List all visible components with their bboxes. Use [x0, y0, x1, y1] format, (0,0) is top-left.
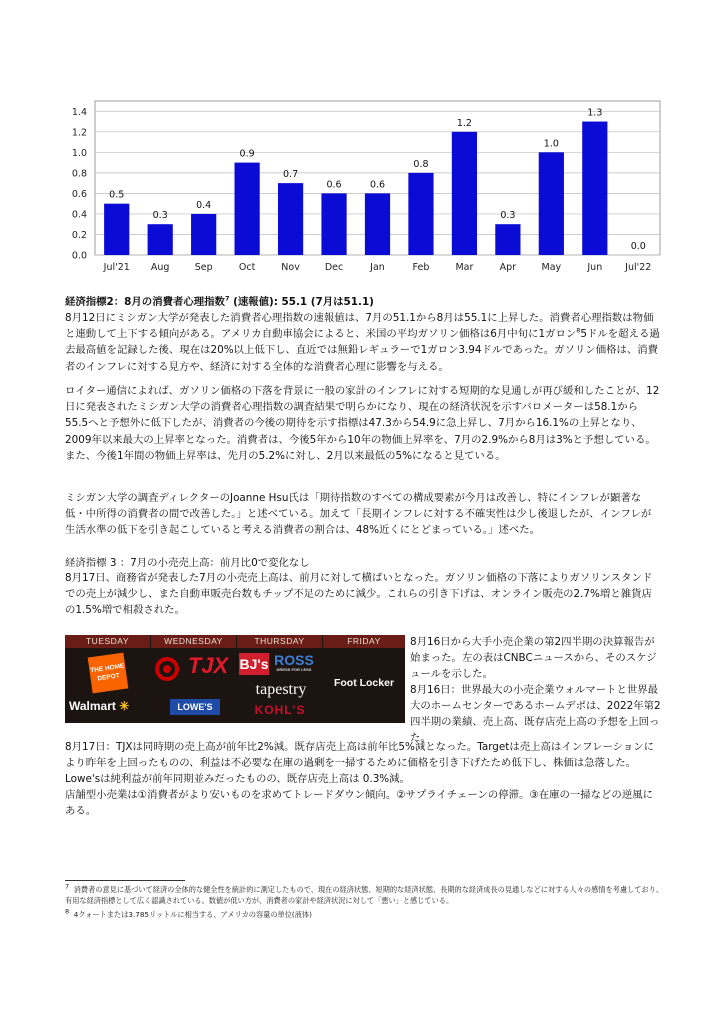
bar [104, 204, 129, 255]
bar-value-label: 0.6 [326, 179, 342, 191]
x-tick-label: Jul'21 [103, 262, 130, 273]
x-tick-label: Oct [238, 262, 256, 273]
section2-paragraph-1: 8月12日にミシガン大学が発表した消費者心理指数の速報値は、7月の51.1から8月は55.1に上昇した。消費者心理指数は物価と連動して上下する傾向がある。アメリカ自動車協会によると、米国の平均ガソリン価格は6月中旬に1ガロン$^8$5ドルを超える過去最高値を記録した後、現在は20%以上低下し、直近では無鉛レギュラーで1ガロン3.94ドルであった。ガソリン価格は、消費者のインフレに対する見方や、経済に対する全体的な消費者心理に影響を与える。 [65, 312, 660, 373]
x-tick-label: Jan [370, 262, 385, 273]
bar-value-label: 0.3 [500, 210, 516, 222]
section3-paragraph-2: 8月17日：TJXは同時期の売上高が前年比2%減。既存店売上高は前年比5%減となった。Targetは売上高はインフレーションにより昨年を上回ったものの、利益は不必要な在庫の過剰を一掃するために価格を引き下げたため低下し、株価は急落した。Lowe'sは純利益が前年同期並みだったものの、既存店売上高は 0.3%減。 [65, 741, 654, 786]
x-tick-label: Mar [455, 262, 474, 273]
footnote-divider [65, 880, 185, 881]
bar-value-label: 0.7 [283, 169, 299, 181]
x-tick-label: May [541, 262, 562, 273]
bar [365, 193, 390, 255]
footnote-7: $^7$ 消費者の意見に基づいて経済の全体的な健全性を統計的に測定したもので、現在の経済状態、短期的な経済状態、長期的な経済成長の見通しなどに対する人々の感情を考慮しており、有用な経済指標として広く認識されている。数値が低い方が、消費者の家計や経済状況に対して「悪い」と感じている。 [65, 882, 663, 905]
side-paragraph-2: 8月16日：世界最大の小売企業ウォルマートと世界最大のホームセンターであるホームデポは、2022年第2四半期の業績、売上高、既存店売上高の予想を上回った。 [410, 684, 661, 744]
section3-paragraph-1: 8月17日、商務省が発表した7月の小売売上高は、前月に対して横ばいとなった。ガソリン価格の下落によりガソリンスタンドでの売上が減少し、また自動車販売台数もチップ不足のために減少。これらの引き下げは、オンライン販売の2.7%増と雑貨店の1.5%増で相殺された。 [65, 572, 653, 617]
bar [191, 214, 216, 255]
bar [235, 163, 260, 255]
section3-heading: 経済指標 3 ：7月の小売売上高：前月比0で変化なし [65, 557, 310, 569]
bar-value-label: 0.8 [413, 158, 429, 170]
y-tick-label: 1.0 [71, 147, 87, 159]
bjs-logo: BJ's [239, 653, 269, 675]
bar-value-label: 0.0 [630, 241, 646, 252]
section2-heading: 経済指標2：8月の消費者心理指数$^7$ (速報値): 55.1 (7月は51.1) [65, 294, 374, 308]
y-tick-label: 0.2 [71, 229, 87, 241]
ross-logo: ROSS DRESS FOR LESS [274, 652, 314, 672]
bar [321, 193, 346, 255]
bar-value-label: 1.0 [543, 138, 559, 150]
day-label-thursday: THURSDAY [237, 635, 322, 648]
y-tick-label: 0.8 [71, 168, 87, 180]
bar [148, 224, 173, 255]
x-tick-label: Aug [150, 262, 170, 273]
x-tick-label: Sep [194, 262, 213, 273]
side-paragraph-1: 8月16日から大手小売企業の第2四半期の決算報告が始まった。左の表はCNBCニュースから、そのスケジュールを示した。 [410, 636, 657, 680]
section2-paragraph-2: ロイター通信によれば、ガソリン価格の下落を背景に一般の家計のインフレに対する短期的な見通しが再び緩和したことが、12日に発表されたミシガン大学の消費者心理指数の調査結果で明らかになり、現在の経済状況を示すバロメーターは58.1から55.5へと予想外に低下したが、消費者の今後の期待を示す指標は47.3から54.9に急上昇し、7月から16.1%の上昇となり、2009年以来最大の上昇率となった。消費者は、今後5年から10年の物価上昇率を、7月の2.9%から8月は3%と予想している。また、今後1年間の物価上昇率は、先月の5.2%に対し、2月以来最低の5%になると見ている。 [65, 385, 660, 462]
lowes-logo: LOWE'S [170, 699, 220, 715]
y-tick-label: 0.6 [71, 188, 87, 200]
x-tick-label: Dec [324, 262, 344, 273]
y-tick-label: 0.0 [71, 250, 87, 262]
section2-paragraph-3: ミシガン大学の調査ディレクターのJoanne Hsu氏は「期待指数のすべての構成要素が今月は改善し、特にインフレが顕著な低・中所得の消費者の間で改善した。」と述べている。加えて「長期インフレに対する不確実性は少し後退したが、インフレが生活水準の低下を引き起こしていると考える消費者の割合は、48%近くにとどまっている。」述べた。 [65, 492, 652, 537]
bar [495, 224, 520, 255]
y-tick-label: 0.4 [71, 209, 87, 221]
day-label-wednesday: WEDNESDAY [151, 635, 236, 648]
x-tick-label: Jun [587, 262, 603, 273]
bar [408, 173, 433, 255]
foot-locker-logo: Foot Locker [333, 677, 395, 689]
target-logo-icon [155, 657, 179, 681]
y-tick-label: 1.2 [71, 127, 87, 139]
bar-value-label: 1.3 [587, 107, 603, 119]
earnings-schedule-image [65, 635, 405, 723]
section3-paragraph-3: 店舗型小売業は①消費者がより安いものを求めてトレードダウン傾向。②サプライチェーンの停滞。③在庫の一掃などの逆風にある。 [65, 789, 653, 818]
walmart-logo: Walmart ✳ [69, 699, 130, 713]
schedule-side-text [410, 634, 665, 746]
tjx-logo: TJX [187, 653, 229, 678]
x-tick-label: Nov [281, 262, 300, 273]
bar-chart [60, 95, 670, 280]
x-tick-label: Feb [412, 262, 430, 273]
kohls-logo: KOHL'S [254, 703, 306, 717]
home-depot-logo: THE HOME DEPOT [88, 653, 129, 694]
day-label-tuesday: TUESDAY [65, 635, 150, 648]
bar-value-label: 0.5 [109, 189, 125, 201]
bar-value-label: 0.3 [152, 210, 168, 222]
x-tick-label: Jul'22 [625, 262, 652, 273]
bar [539, 152, 564, 255]
x-tick-label: Apr [499, 262, 517, 273]
tapestry-logo: tapestry [255, 681, 307, 698]
y-tick-label: 1.4 [71, 106, 87, 118]
bar [278, 183, 303, 255]
bar-value-label: 0.9 [239, 148, 255, 160]
footnote-8: $^8$ 4クォートまたは3.785リットルに相当する、アメリカの容量の単位(液体) [65, 907, 312, 919]
bar [452, 132, 477, 255]
bar-value-label: 1.2 [456, 117, 472, 129]
day-label-friday: FRIDAY [323, 635, 405, 648]
bar [582, 122, 607, 255]
bar-value-label: 0.6 [369, 179, 386, 191]
bar-value-label: 0.4 [196, 199, 212, 211]
